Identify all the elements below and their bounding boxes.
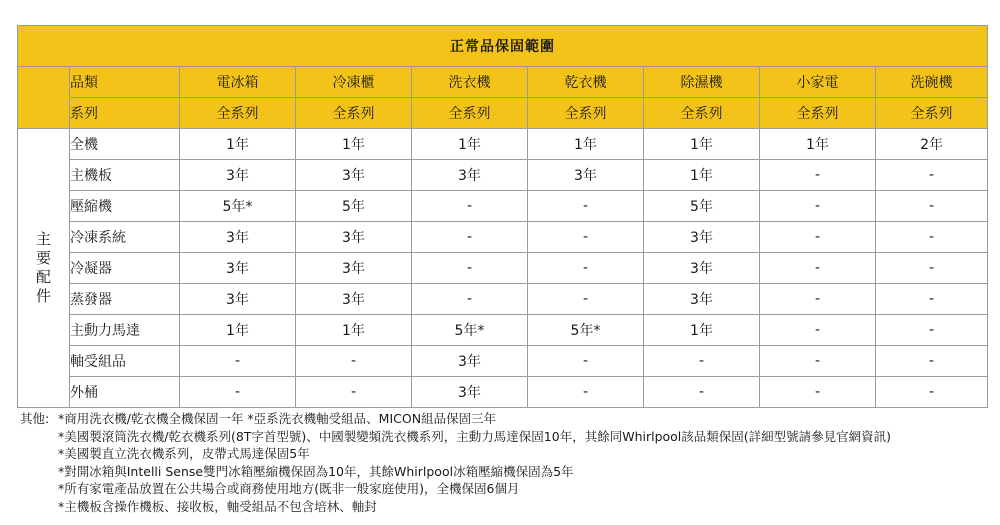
notes-indent <box>20 480 58 498</box>
table-cell: - <box>876 222 988 253</box>
table-row <box>18 160 988 191</box>
series-cell: 全系列 <box>644 98 760 129</box>
column-header: 電冰箱 <box>180 67 296 98</box>
table-cell: - <box>760 191 876 222</box>
series-cell: 全系列 <box>296 98 412 129</box>
row-label: 蒸發器 <box>70 284 180 315</box>
table-cell: 1年 <box>180 129 296 160</box>
table-cell: - <box>412 284 528 315</box>
series-label: 系列 <box>70 98 180 129</box>
table-cell: 1年 <box>412 129 528 160</box>
table-cell: 1年 <box>528 129 644 160</box>
table-cell: - <box>876 160 988 191</box>
table-cell: 3年 <box>644 222 760 253</box>
row-label: 冷凍系統 <box>70 222 180 253</box>
notes-indent <box>20 463 58 481</box>
series-cell: 全系列 <box>180 98 296 129</box>
column-header: 洗碗機 <box>876 67 988 98</box>
notes-indent <box>20 445 58 463</box>
table-cell: 5年* <box>528 315 644 346</box>
column-header: 冷凍櫃 <box>296 67 412 98</box>
table-cell: 5年 <box>296 191 412 222</box>
table-cell: - <box>296 346 412 377</box>
table-cell: - <box>412 222 528 253</box>
table-cell: - <box>180 346 296 377</box>
main-parts-group-label <box>18 129 70 408</box>
note-line <box>20 463 891 481</box>
notes-indent <box>20 428 58 446</box>
table-cell: - <box>876 315 988 346</box>
table-cell: - <box>528 222 644 253</box>
table-cell: 1年 <box>180 315 296 346</box>
table-cell: - <box>760 284 876 315</box>
warranty-table <box>17 25 988 408</box>
table-cell: 3年 <box>412 346 528 377</box>
group-char: 配 <box>35 268 51 286</box>
table-cell: 3年 <box>296 284 412 315</box>
table-cell: 3年 <box>296 253 412 284</box>
table-cell: 1年 <box>296 315 412 346</box>
note-text: *美國製直立洗衣機系列，皮帶式馬達保固5年 <box>58 446 310 461</box>
table-cell: - <box>528 284 644 315</box>
table-cell: - <box>876 346 988 377</box>
table-cell: - <box>644 346 760 377</box>
row-label: 全機 <box>70 129 180 160</box>
column-header: 除濕機 <box>644 67 760 98</box>
table-row <box>18 284 988 315</box>
column-header: 小家電 <box>760 67 876 98</box>
table-cell: 2年 <box>876 129 988 160</box>
table-cell: - <box>760 160 876 191</box>
note-text: *商用洗衣機/乾衣機全機保固一年 *亞系洗衣機軸受組品、MICON組品保固三年 <box>58 411 497 426</box>
table-cell: 3年 <box>180 222 296 253</box>
row-label: 壓縮機 <box>70 191 180 222</box>
row-label: 軸受組品 <box>70 346 180 377</box>
table-cell: 3年 <box>644 284 760 315</box>
note-text: *美國製滾筒洗衣機/乾衣機系列(8T字首型號)、中國製變頻洗衣機系列，主動力馬達保固10年，其餘同Whirlpool該品類保固(詳細型號請參見官網資訊) <box>58 428 892 444</box>
notes-indent <box>20 498 58 516</box>
series-cell: 全系列 <box>760 98 876 129</box>
note-text: *主機板含操作機板、接收板，軸受組品不包含培林、軸封 <box>58 498 377 514</box>
table-cell: 1年 <box>644 160 760 191</box>
table-row <box>18 315 988 346</box>
table-cell: - <box>528 377 644 408</box>
series-cell: 全系列 <box>876 98 988 129</box>
note-text: *所有家電產品放置在公共場合或商務使用地方(既非一般家庭使用)，全機保固6個月 <box>58 481 520 496</box>
table-cell: 1年 <box>644 315 760 346</box>
table-cell: - <box>412 191 528 222</box>
table-cell: - <box>876 253 988 284</box>
table-row <box>18 377 988 408</box>
note-line <box>20 498 891 516</box>
table-cell: 5年 <box>644 191 760 222</box>
column-header: 洗衣機 <box>412 67 528 98</box>
table-row <box>18 222 988 253</box>
group-char: 要 <box>35 249 51 267</box>
note-text: *對開冰箱與Intelli Sense雙門冰箱壓縮機保固為10年，其餘Whirlpool冰箱壓縮機保固為5年 <box>58 463 574 479</box>
table-row <box>18 191 988 222</box>
notes-section <box>20 410 891 515</box>
table-cell: 3年 <box>412 377 528 408</box>
table-title: 正常品保固範圍 <box>18 26 988 67</box>
table-cell: 3年 <box>644 253 760 284</box>
table-cell: - <box>760 222 876 253</box>
table-cell: - <box>412 253 528 284</box>
group-char: 件 <box>35 287 51 305</box>
table-cell: - <box>760 346 876 377</box>
table-cell: 5年* <box>180 191 296 222</box>
table-cell: 3年 <box>296 222 412 253</box>
note-line <box>20 480 891 498</box>
note-line <box>20 428 891 446</box>
table-cell: - <box>296 377 412 408</box>
note-line <box>20 445 891 463</box>
table-cell: - <box>760 315 876 346</box>
group-char: 主 <box>35 230 51 248</box>
table-cell: - <box>760 253 876 284</box>
table-cell: 3年 <box>180 284 296 315</box>
table-cell: 3年 <box>528 160 644 191</box>
table-cell: 1年 <box>760 129 876 160</box>
table-cell: 3年 <box>180 160 296 191</box>
table-cell: 3年 <box>412 160 528 191</box>
category-label: 品類 <box>70 67 180 98</box>
series-cell: 全系列 <box>412 98 528 129</box>
row-label: 主機板 <box>70 160 180 191</box>
row-label: 冷凝器 <box>70 253 180 284</box>
table-row <box>18 129 988 160</box>
category-header-row <box>18 67 988 98</box>
series-header-row <box>18 98 988 129</box>
table-cell: - <box>528 191 644 222</box>
notes-prefix: 其他: <box>20 411 50 426</box>
table-row <box>18 253 988 284</box>
table-cell: - <box>876 284 988 315</box>
table-cell: 3年 <box>180 253 296 284</box>
table-cell: - <box>876 377 988 408</box>
row-label: 主動力馬達 <box>70 315 180 346</box>
table-cell: - <box>528 346 644 377</box>
table-row <box>18 346 988 377</box>
row-label: 外桶 <box>70 377 180 408</box>
table-cell: - <box>760 377 876 408</box>
column-header: 乾衣機 <box>528 67 644 98</box>
table-cell: 1年 <box>644 129 760 160</box>
header-corner <box>18 67 70 129</box>
table-cell: - <box>644 377 760 408</box>
table-cell: - <box>528 253 644 284</box>
table-cell: - <box>876 191 988 222</box>
table-cell: - <box>180 377 296 408</box>
note-line <box>20 410 891 428</box>
table-cell: 3年 <box>296 160 412 191</box>
table-cell: 1年 <box>296 129 412 160</box>
table-cell: 5年* <box>412 315 528 346</box>
series-cell: 全系列 <box>528 98 644 129</box>
